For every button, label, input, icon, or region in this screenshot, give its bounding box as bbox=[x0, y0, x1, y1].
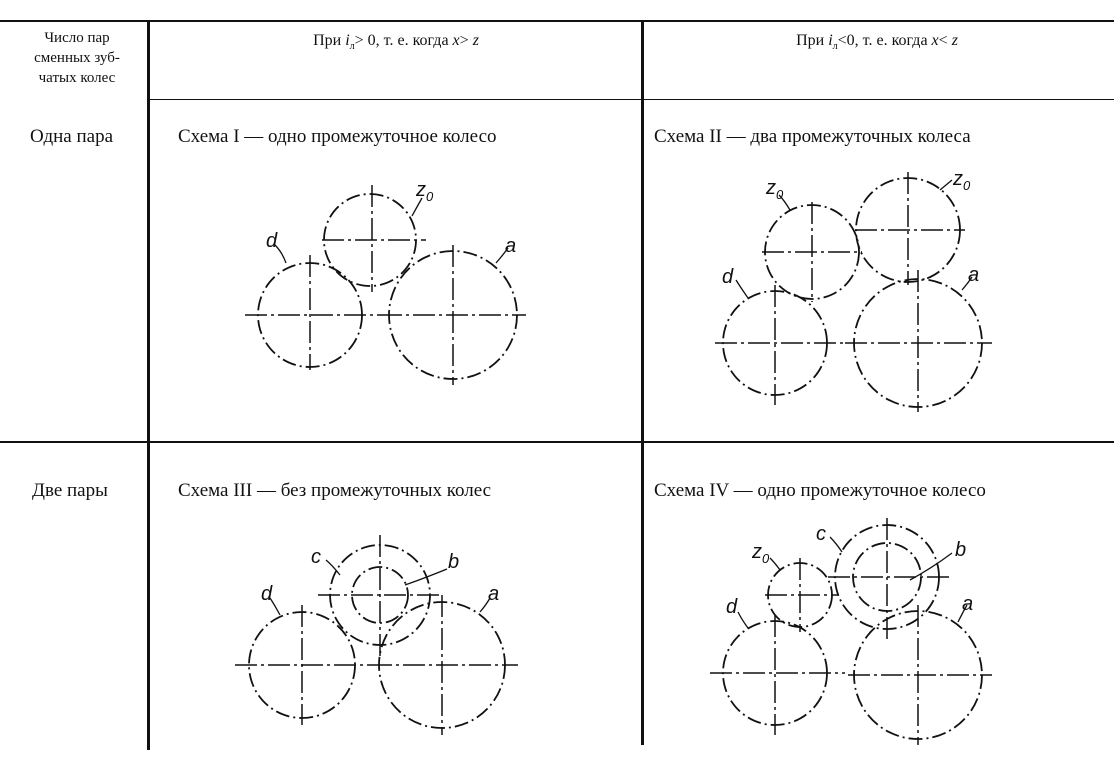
label-a-scheme4: a bbox=[962, 593, 974, 615]
header-col-count-line2: сменных зуб- bbox=[34, 50, 120, 66]
label-b-scheme4: b bbox=[955, 539, 967, 561]
scheme-2-caption: Схема II — два промежуточных колеса bbox=[654, 126, 971, 147]
header-col-negative: При $i_л<0$, т. е. когда x< z bbox=[796, 32, 958, 53]
label-d-scheme3: d bbox=[261, 583, 273, 605]
label-c-scheme4: c bbox=[816, 523, 826, 545]
scheme-4-caption: Схема IV — одно промежуточное колесо bbox=[654, 480, 986, 501]
header-col-positive: При $i_л> 0$, т. е. когда x> z bbox=[313, 32, 479, 53]
label-a-scheme2: a bbox=[968, 264, 980, 286]
label-d-scheme4: d bbox=[726, 596, 738, 618]
row-label-one-pair: Одна пара bbox=[30, 126, 114, 147]
label-z0-left-scheme2: $z_0$ bbox=[766, 177, 784, 202]
label-z0-scheme4: $z_0$ bbox=[752, 541, 770, 566]
row-label-two-pairs: Две пары bbox=[32, 480, 108, 501]
label-z0-scheme1: $z_0$ bbox=[416, 179, 434, 204]
scheme-1-caption: Схема I — одно промежуточное колесо bbox=[178, 126, 497, 147]
label-b-scheme3: b bbox=[448, 551, 460, 573]
label-a-scheme3: a bbox=[488, 583, 500, 605]
header-col-count-line1: Число пар bbox=[44, 30, 110, 46]
scheme-3-caption: Схема III — без промежуточных колес bbox=[178, 480, 492, 501]
label-d-scheme2: d bbox=[722, 266, 734, 288]
scheme-3-diagram bbox=[235, 535, 518, 735]
scheme-4-diagram bbox=[710, 518, 992, 745]
scheme-1-diagram bbox=[245, 179, 526, 385]
header-col-count-line3: чатых колес bbox=[38, 70, 116, 86]
label-z0-right-scheme2: $z_0$ bbox=[953, 168, 971, 193]
label-d-scheme1: d bbox=[266, 230, 278, 252]
label-c-scheme3: c bbox=[311, 546, 321, 568]
label-a-scheme1: a bbox=[505, 235, 517, 257]
scheme-2-diagram bbox=[715, 168, 992, 412]
